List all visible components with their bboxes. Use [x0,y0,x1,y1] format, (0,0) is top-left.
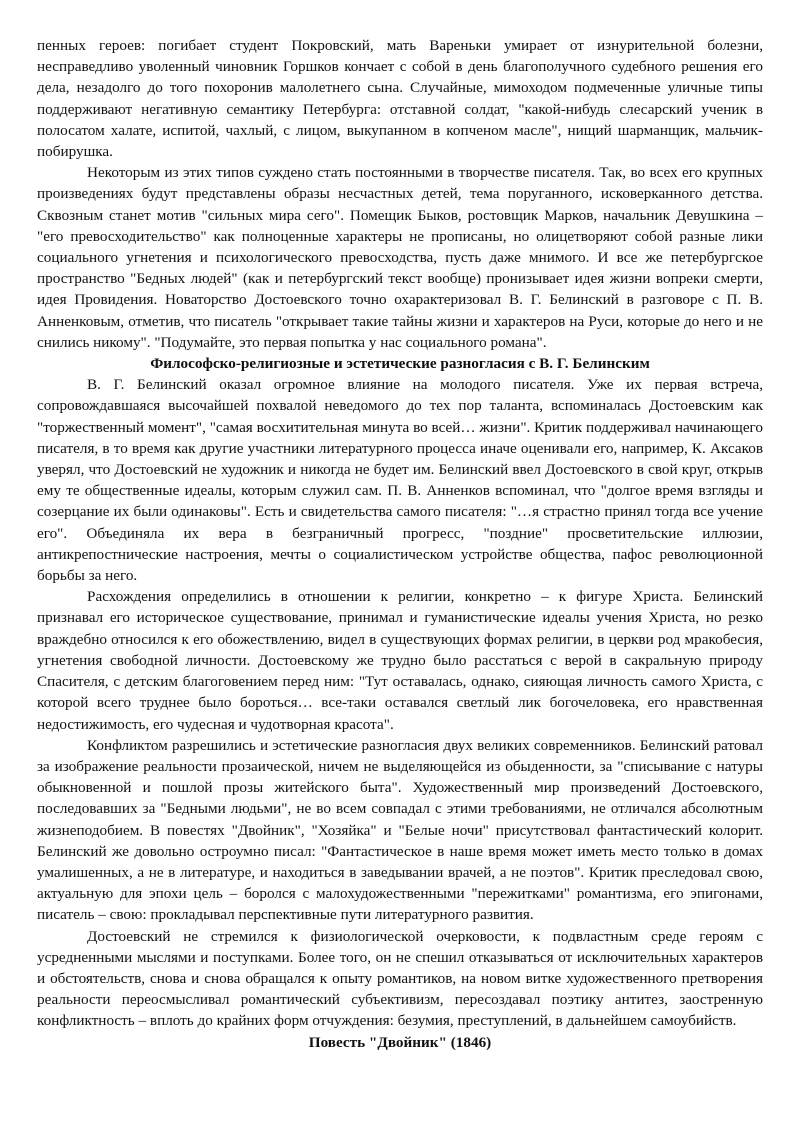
document-page [37,35,763,1053]
section-heading-dvoinik: Повесть "Двойник" (1846) [308,1033,492,1051]
paragraph-religion-divergence: Расхождения определились в отношении к религии, конкретно – к фигуре Христа. Белинский признавал его историческое существование, принимал и гуманистические идеалы учения Христа, но резко враждебно относился к его обожествлению, видел в существующих формах религии, в церкви род мракобесия, угнетения свободной личности. Достоевскому же трудно было расстаться с верой в сакральную природу Спасителя, с детским благоговением перед ним: "Тут оставалась, однако, сияющая личность самого Христа, с которой всего труднее было бороться… все-таки оставался светлый лик богочеловека, его нравственная недостижимость, его чудесная и чудотворная красота". [37,588,763,733]
paragraph-characters-types: Некоторым из этих типов суждено стать постоянными в творчестве писателя. Так, во всех его крупных произведениях будут представлены образы несчастных детей, тема поруганного, исковерканного детства. Сквозным станет мотив "сильных мира сего". Помещик Быков, ростовщик Марков, начальник Девушкина – "его превосходительство" как полноценные характеры не прописаны, но олицетворяют собой разные лики социального угнетения и психологического превосходства, пусть даже мнимого. И все же петербургское пространство "Бедных людей" (как и петербургский текст вообще) пронизывает идея жизни вопреки смерти, идея Провидения. Новаторство Достоевского точно охарактеризовал В. Г. Белинский в разговоре с П. В. Анненковым, отметив, что писатель "открывает такие тайны жизни и характеров на Руси, которые до него и не снились никому". "Подумайте, это первая попытка у нас социального романа". [37,164,763,351]
paragraph-romantic-experience: Достоевский не стремился к физиологической очерковости, к подвластным среде героям с усредненными мыслями и поступками. Более того, он не спешил отказываться от исключительных характеров и обстоятельств, снова и снова обращался к опыту романтиков, на новом витке художественного претворения реальности переосмысливал романтический субъективизм, пересоздавал поэтику антитез, заостренную конфликтность – вплоть до крайних форм отчуждения: безумия, преступлений, в дальнейшем самоубийств. [37,927,763,1030]
paragraph-aesthetic-conflict: Конфликтом разрешились и эстетические разногласия двух великих современников. Белинский ратовал за изображение реальности прозаической, ничем не выделяющейся из обыденности, за "списывание с натуры обыкновенной и пошлой прозы житейского быта". Художественный мир произведений Достоевского, последовавших за "Бедными людьми", не во всем совпадал с этими требованиями, не отличался абсолютным жизнеподобием. В повестях "Двойник", "Хозяйка" и "Белые ночи" присутствовал фантастический колорит. Белинский же довольно остроумно писал: "Фантастическое в наше время может иметь место только в домах умалишенных, а не в литературе, и находиться в заведывании врачей, а не поэтов". Критик преследовал свою, актуальную для эпохи цель – боролся с малохудожественными "пережитками" романтизма, его эпигонами, писатель – свою: прокладывал перспективные пути литературного развития. [37,736,763,924]
paragraph-belinsky-influence: В. Г. Белинский оказал огромное влияние на молодого писателя. Уже их первая встреча, сопровождавшаяся высочайшей похвалой неведомого до тех пор таланта, вспоминалась Достоевским как "торжественный момент", "самая восхитительная минута во всей… жизни". Критик поддерживал начинающего писателя, в то время как другие участники литературного процесса иначе оценивали его, например, К. Аксаков уверял, что Достоевский не художник и никогда не будет им. Белинский ввел Достоевского в свой круг, открыв ему те общественные идеалы, которым служил сам. П. В. Анненков вспоминал, что "долгое время взгляды и созерцание их были одинаковы". Есть и свидетельства самого писателя: "…я страстно принял тогда все учение его". Объединяла их вера в безграничный прогресс, "поздние" просветительские иллюзии, антикрепостнические настроения, мечты о социалистическом устройстве общества, пафос революционной борьбы за него. [37,376,763,585]
section-heading-belinsky: Философско-религиозные и эстетические разногласия с В. Г. Белинским [150,355,650,373]
paragraph-continued-text: пенных героев: погибает студент Покровский, мать Вареньки умирает от изнурительной болезни, несправедливо уволенный чиновник Горшков кончает с собой в день благополучного судебного решения его дела, незадолго до того похоронив малолетнего сына. Случайные, мимоходом подмеченные уличные типы поддерживают негативную семантику Петербурга: отставной солдат, "какой-нибудь слесарский ученик в полосатом халате, испитой, чахлый, с лицом, выкупанном в копченом масле", нищий шарманщик, мальчик-побирушка. [37,37,763,161]
